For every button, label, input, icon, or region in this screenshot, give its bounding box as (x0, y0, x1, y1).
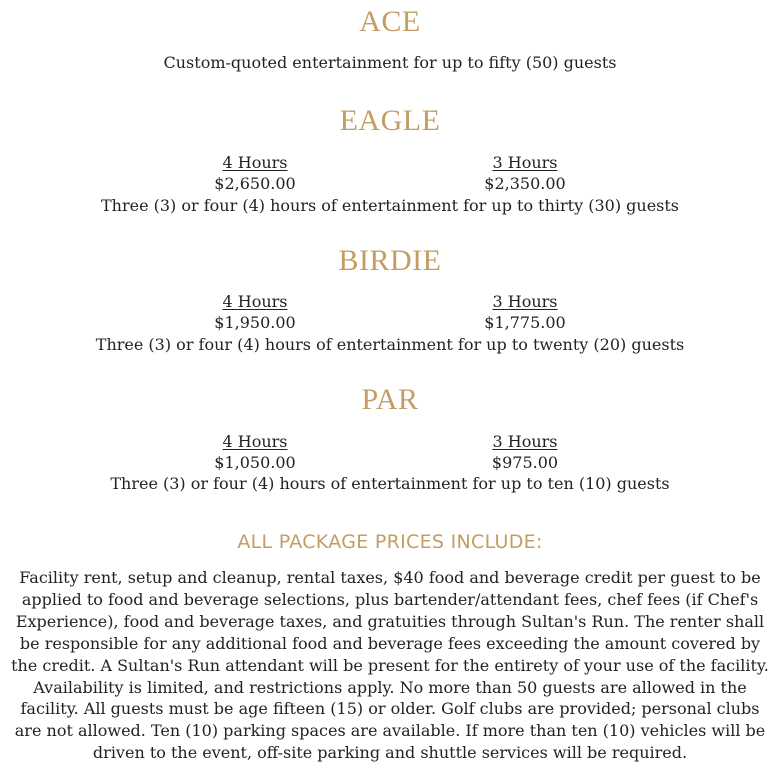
package-description: Custom-quoted entertainment for up to fifty (50) guests (163, 53, 617, 72)
option-price: $1,775.00 (484, 313, 566, 332)
package-title: BIRDIE (338, 244, 442, 277)
package-title: EAGLE (339, 104, 441, 137)
option-four-hours (155, 291, 355, 333)
package-description: Three (3) or four (4) hours of entertainment for up to twenty (20) guests (95, 335, 685, 354)
option-label: 4 Hours (222, 153, 288, 172)
option-four-hours (155, 152, 355, 194)
option-price: $1,950.00 (214, 313, 296, 332)
option-four-hours (155, 431, 355, 473)
option-price: $975.00 (491, 453, 559, 472)
package-description: Three (3) or four (4) hours of entertainment for up to ten (10) guests (110, 474, 670, 493)
package-title: ACE (359, 5, 421, 38)
includes-heading: ALL PACKAGE PRICES INCLUDE: (237, 531, 543, 553)
package-description: Three (3) or four (4) hours of entertainment for up to thirty (30) guests (100, 196, 680, 215)
option-price: $1,050.00 (214, 453, 296, 472)
option-three-hours (425, 431, 625, 473)
option-price: $2,350.00 (484, 174, 566, 193)
option-three-hours (425, 152, 625, 194)
option-price: $2,650.00 (214, 174, 296, 193)
option-three-hours (425, 291, 625, 333)
option-label: 3 Hours (492, 153, 558, 172)
option-label: 4 Hours (222, 292, 288, 311)
package-title: PAR (361, 383, 419, 416)
option-label: 3 Hours (492, 292, 558, 311)
option-label: 4 Hours (222, 432, 288, 451)
option-label: 3 Hours (492, 432, 558, 451)
includes-body: Facility rent, setup and cleanup, rental taxes, $40 food and beverage credit per guest to be applied to food and beverage selections, plus bartender/attendant fees, chef fees (if Chef's Experience), food and beverage taxes, and gratuities through Sultan's Run. The renter shall be responsible for any additional food and beverage fees exceeding the amount covered by the credit. A Sultan's Run attendant will be present for the entirety of your use of the facility. Availability is limited, and restrictions apply. No more than 50 guests are allowed in the facility. All guests must be age fifteen (15) or older. Golf clubs are provided; personal clubs are not allowed. Ten (10) parking spaces are available. If more than ten (10) vehicles will be driven to the event, off-site parking and shuttle services will be required. (11, 568, 769, 763)
